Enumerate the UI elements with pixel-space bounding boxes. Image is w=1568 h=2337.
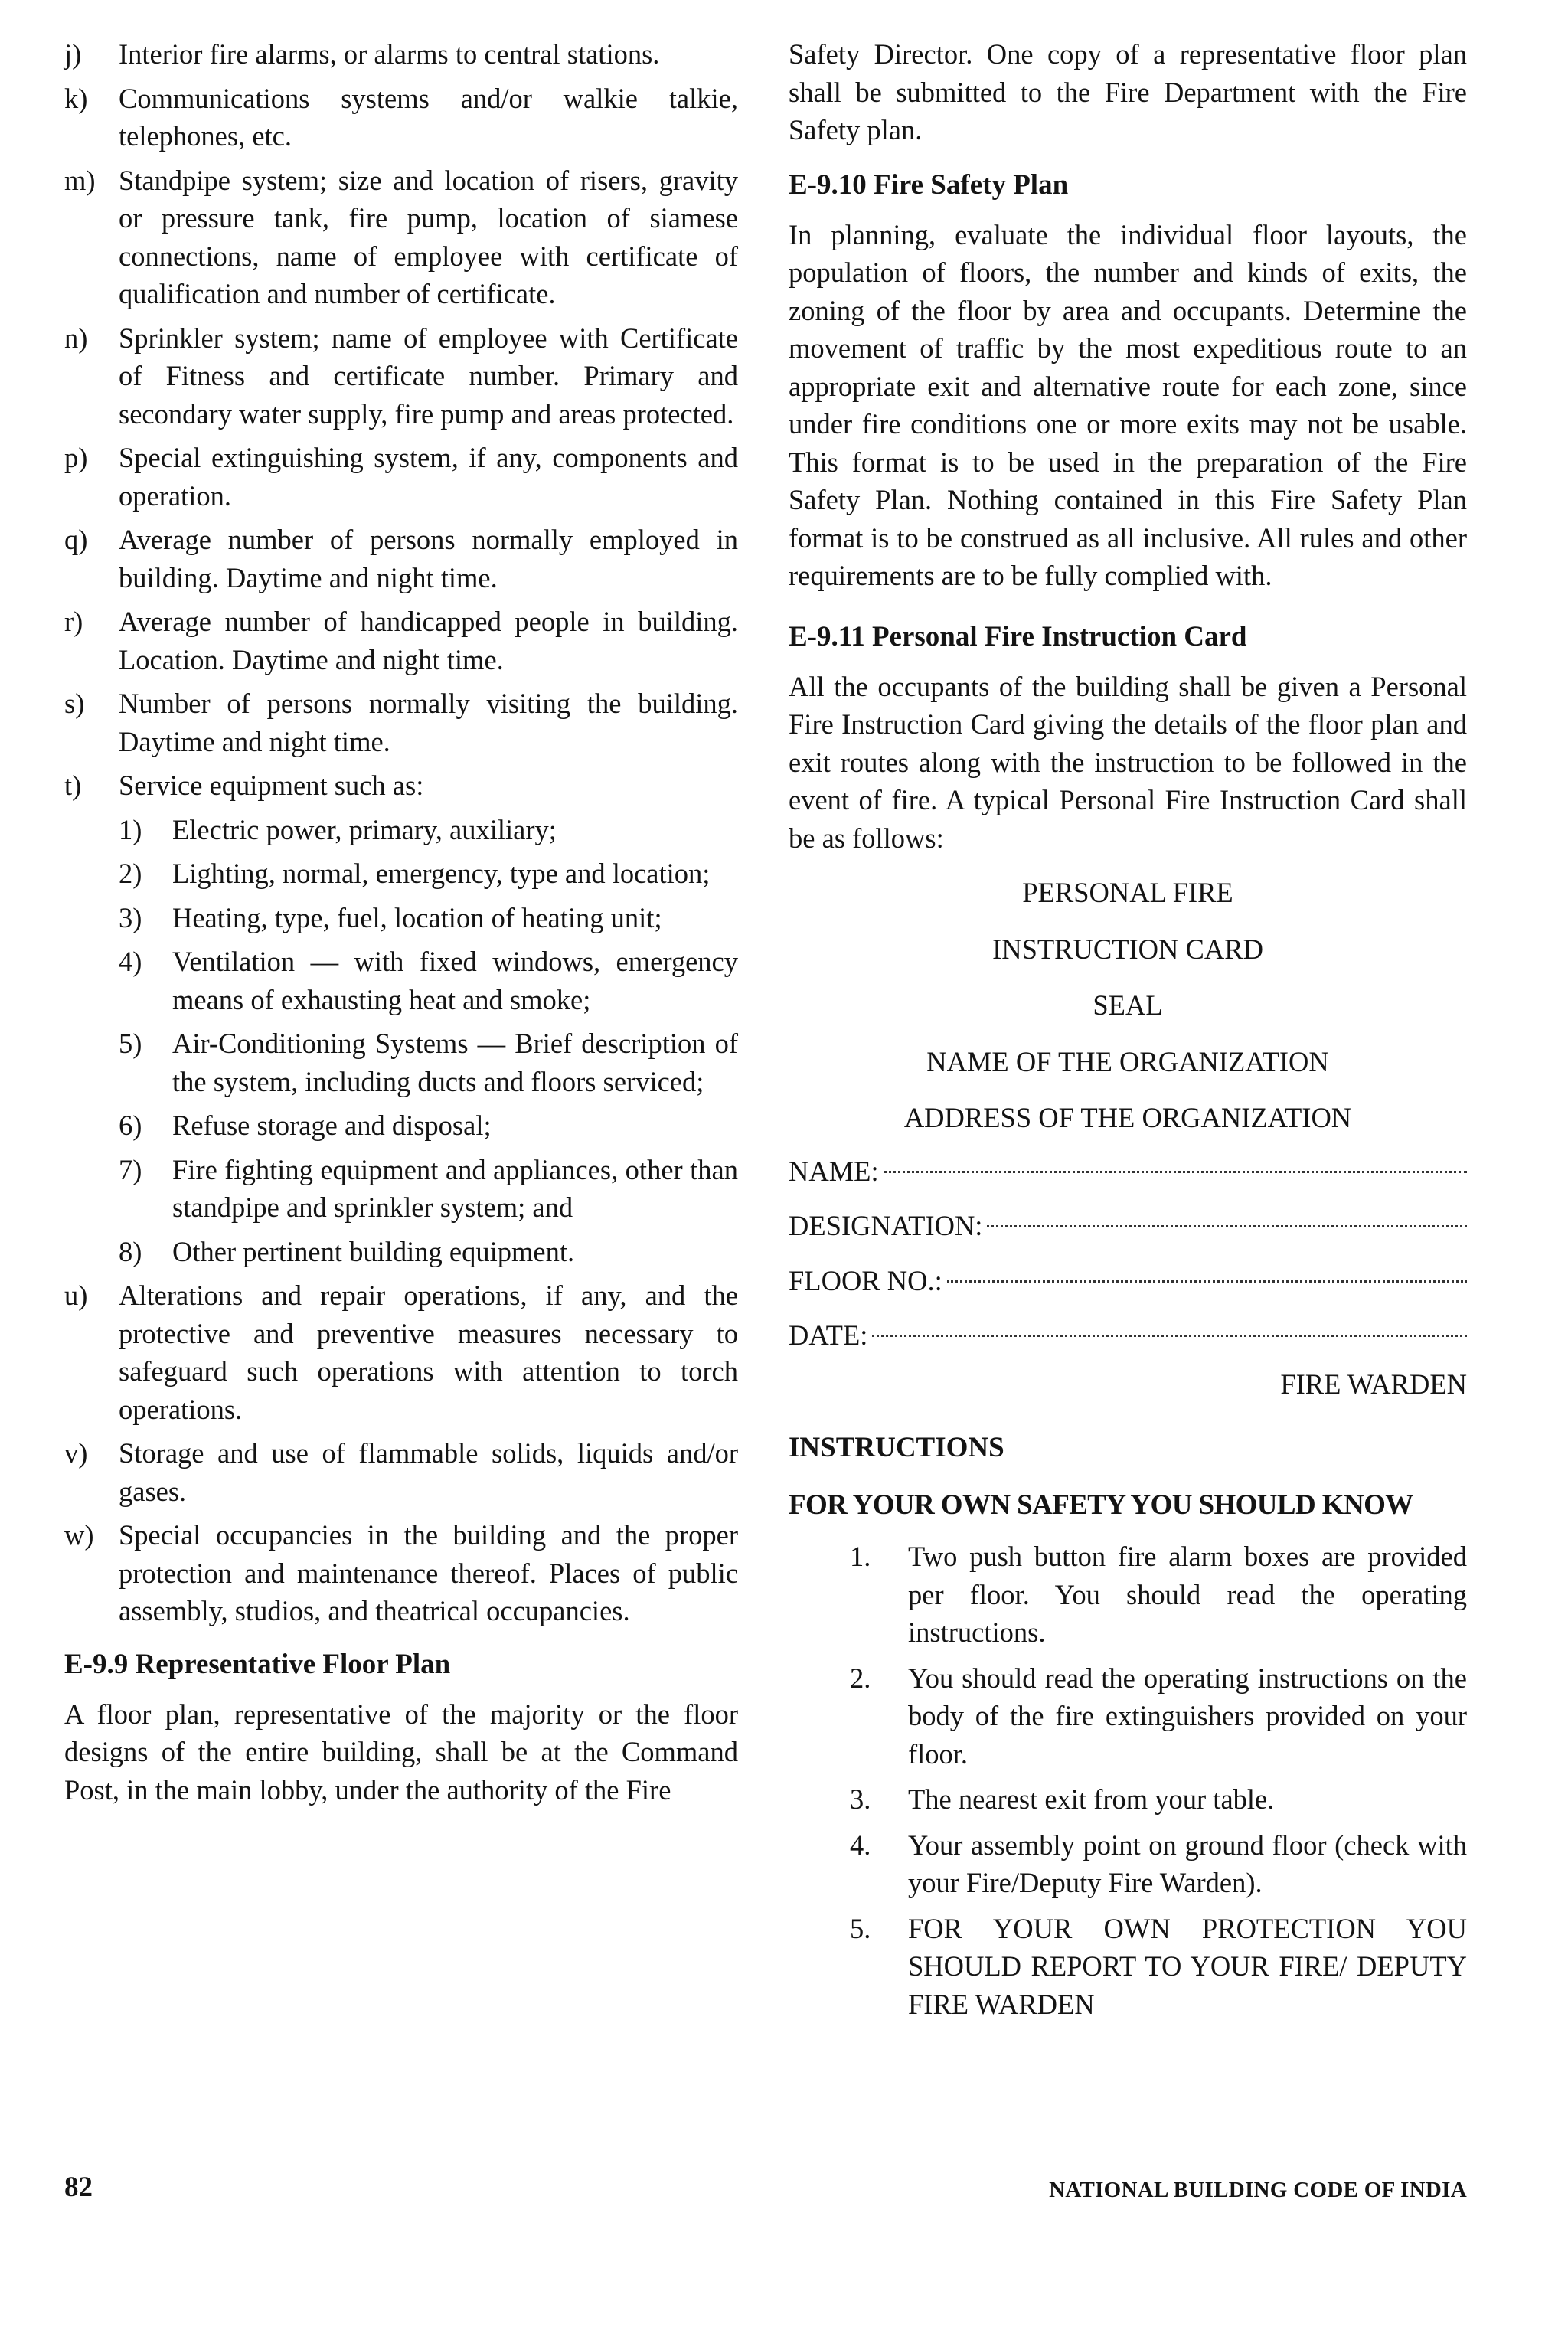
page-number: 82 <box>64 2172 93 2203</box>
section-heading-e910: E-9.10 Fire Safety Plan <box>789 168 1069 201</box>
item-label: w) <box>64 1519 94 1551</box>
card-field-name <box>789 1152 1467 1191</box>
item-label: k) <box>64 82 88 114</box>
sublist-item <box>119 899 738 937</box>
field-fill-line <box>987 1225 1467 1227</box>
list-item <box>64 162 738 313</box>
item-label: t) <box>64 770 82 801</box>
field-fill-line <box>884 1171 1467 1173</box>
list-item <box>64 1434 738 1510</box>
sublist-item <box>119 1151 738 1227</box>
instruction-number: 3. <box>850 1783 871 1815</box>
left-column <box>64 35 738 1809</box>
list-item <box>64 521 738 597</box>
card-signatory: FIRE WARDEN <box>1280 1368 1467 1400</box>
item-text: Average number of handicapped people in building. Location. Daytime and night time. <box>119 606 738 675</box>
item-text: Storage and use of flammable solids, liquids and/or gases. <box>119 1437 738 1507</box>
card-seal: SEAL <box>1093 989 1163 1021</box>
subitem-label: 6) <box>119 1110 142 1141</box>
subitem-label: 2) <box>119 858 142 889</box>
item-text: Average number of persons normally employed in building. Daytime and night time. <box>119 524 738 593</box>
item-label: j) <box>64 38 82 70</box>
subitem-text: Refuse storage and disposal; <box>172 1110 492 1141</box>
subitem-label: 3) <box>119 901 142 933</box>
subitem-label: 5) <box>119 1028 142 1059</box>
card-field-designation <box>789 1207 1467 1245</box>
subitem-text: Other pertinent building equipment. <box>172 1235 575 1267</box>
item-label: n) <box>64 322 88 354</box>
card-title-line1: PERSONAL FIRE <box>1022 877 1233 908</box>
item-label: u) <box>64 1280 88 1311</box>
card-field-date <box>789 1316 1467 1355</box>
item-text: Alterations and repair operations, if any, and the protective and preventive measures necessary to safeguard such operations with attention to torch operations. <box>119 1280 738 1425</box>
item-text: Sprinkler system; name of employee with Certificate of Fitness and certificate number. Primary and secondary water supply, fire pump and areas protected. <box>119 322 738 430</box>
item-label: q) <box>64 524 88 555</box>
right-column <box>789 35 1467 2031</box>
list-item <box>64 603 738 678</box>
item-text: Standpipe system; size and location of risers, gravity or pressure tank, fire pump, location of siamese connections, name of employee with certificate of qualification and number of certificate. <box>119 164 738 309</box>
instruction-text: Two push button fire alarm boxes are provided per floor. You should read the operating instructions. <box>908 1541 1467 1648</box>
field-label: FLOOR NO.: <box>789 1264 942 1296</box>
item-text: Service equipment such as: <box>119 770 424 801</box>
list-item <box>64 80 738 155</box>
item-text: Communications systems and/or walkie talkie, telephones, etc. <box>119 82 738 152</box>
list-item <box>64 1276 738 1428</box>
sublist-item <box>119 855 738 893</box>
field-label: NAME: <box>789 1155 879 1187</box>
instruction-text: You should read the operating instructions on the body of the fire extinguishers provided on your floor. <box>908 1662 1467 1770</box>
sublist-item <box>119 1025 738 1100</box>
sublist-item <box>119 811 738 849</box>
instructions-heading: INSTRUCTIONS <box>789 1432 1004 1463</box>
field-fill-line <box>872 1335 1467 1337</box>
instruction-item <box>789 1826 1467 1902</box>
instruction-item <box>789 1659 1467 1773</box>
list-item <box>64 766 738 805</box>
sublist <box>64 811 738 1271</box>
item-label: m) <box>64 164 96 196</box>
item-text: Special extinguishing system, if any, components and operation. <box>119 442 738 512</box>
instruction-text: Your assembly point on ground floor (check with your Fire/Deputy Fire Warden). <box>908 1829 1467 1898</box>
sublist-item <box>119 1233 738 1271</box>
section-body-e99: A floor plan, representative of the majority or the floor designs of the entire building, shall be at the Command Post, in the main lobby, under the authority of the Fire <box>64 1698 738 1806</box>
subitem-text: Lighting, normal, emergency, type and location; <box>172 858 710 889</box>
list-item <box>64 1516 738 1630</box>
subitem-text: Air-Conditioning Systems — Brief description of the system, including ducts and floors serviced; <box>172 1028 738 1097</box>
subitem-label: 1) <box>119 813 142 845</box>
instruction-item <box>789 1538 1467 1652</box>
subitem-text: Fire fighting equipment and appliances, other than standpipe and sprinkler system; and <box>172 1153 738 1223</box>
sublist-item <box>119 943 738 1018</box>
personal-fire-instruction-card <box>789 874 1467 2023</box>
list-item <box>64 319 738 433</box>
list-item <box>64 35 738 74</box>
subitem-text: Electric power, primary, auxiliary; <box>172 813 557 845</box>
instruction-number: 2. <box>850 1662 871 1694</box>
subitem-label: 4) <box>119 946 142 977</box>
subitem-label: 7) <box>119 1153 142 1185</box>
field-label: DESIGNATION: <box>789 1210 983 1241</box>
instruction-text: FOR YOUR OWN PROTECTION YOU SHOULD REPORT TO YOUR FIRE/ DEPUTY FIRE WARDEN <box>908 1912 1467 2020</box>
instruction-number: 1. <box>850 1541 871 1572</box>
list-item <box>64 439 738 515</box>
instruction-text: The nearest exit from your table. <box>908 1783 1275 1815</box>
subitem-text: Heating, type, fuel, location of heating unit; <box>172 901 662 933</box>
subitem-label: 8) <box>119 1235 142 1267</box>
card-org-address: ADDRESS OF THE ORGANIZATION <box>903 1102 1352 1133</box>
item-text: Number of persons normally visiting the building. Daytime and night time. <box>119 688 738 757</box>
subitem-text: Ventilation — with fixed windows, emergency means of exhausting heat and smoke; <box>172 946 738 1015</box>
instruction-item <box>789 1910 1467 2024</box>
instruction-number: 5. <box>850 1912 871 1944</box>
section-heading-e99: E-9.9 Representative Floor Plan <box>64 1648 451 1680</box>
item-text: Special occupancies in the building and the proper protection and maintenance thereof. Places of public assembly, studios, and theatrical occupancies. <box>119 1519 738 1626</box>
continuation-paragraph: Safety Director. One copy of a representative floor plan shall be submitted to the Fire Department with the Fire Safety plan. <box>789 38 1467 145</box>
section-heading-e911: E-9.11 Personal Fire Instruction Card <box>789 620 1247 652</box>
item-label: p) <box>64 442 88 473</box>
item-text: Interior fire alarms, or alarms to central stations. <box>119 38 660 70</box>
item-label: s) <box>64 688 85 719</box>
card-org-name: NAME OF THE ORGANIZATION <box>926 1045 1329 1077</box>
sublist-item <box>119 1106 738 1145</box>
item-label: r) <box>64 606 83 637</box>
card-title-line2: INSTRUCTION CARD <box>992 933 1263 965</box>
section-body-e911: All the occupants of the building shall be given a Personal Fire Instruction Card giving the details of the floor plan and exit routes along with the instruction to be followed in the event of fire. A typical Personal Fire Instruction Card shall be as follows: <box>789 670 1467 854</box>
field-fill-line <box>947 1280 1467 1283</box>
publication-title: NATIONAL BUILDING CODE OF INDIA <box>1049 2178 1467 2202</box>
know-heading: FOR YOUR OWN SAFETY YOU SHOULD KNOW <box>789 1489 1413 1521</box>
instruction-item <box>789 1780 1467 1819</box>
list-item <box>64 685 738 760</box>
field-label: DATE: <box>789 1319 868 1351</box>
card-field-floor-no <box>789 1262 1467 1300</box>
instruction-number: 4. <box>850 1829 871 1861</box>
item-label: v) <box>64 1437 88 1469</box>
section-body-e910: In planning, evaluate the individual floor layouts, the population of floors, the number and kinds of exits, the zoning of the floor by area and occupants. Determine the movement of traffic by the most expeditious route to an appropriate exit and alternative route for each zone, since under fire conditions one or more exits may not be usable. This format is to be used in the preparation of the Fire Safety Plan. Nothing contained in this Fire Safety Plan format is to be construed as all inclusive. All rules and other requirements are to be fully complied with. <box>789 218 1467 591</box>
